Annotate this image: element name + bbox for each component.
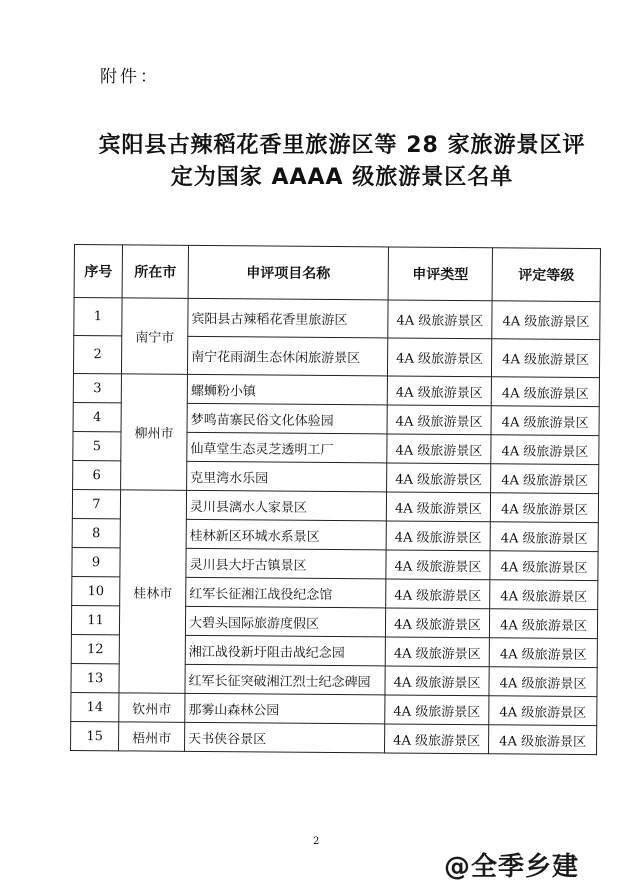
table-row <box>71 692 597 725</box>
row-type: 4A 级旅游景区 <box>385 608 489 638</box>
row-city: 南宁市 <box>121 298 188 375</box>
row-grade: 4A 级旅游景区 <box>490 522 598 552</box>
table-row <box>73 373 599 406</box>
row-type: 4A 级旅游景区 <box>386 579 490 609</box>
row-no: 15 <box>71 721 119 750</box>
row-name: 梦鸣苗寨民俗文化体验园 <box>187 403 387 434</box>
row-grade: 4A 级旅游景区 <box>489 725 597 755</box>
table-row <box>72 489 598 522</box>
row-name: 大碧头国际旅游度假区 <box>185 606 385 637</box>
row-grade: 4A 级旅游景区 <box>491 377 599 407</box>
row-no: 2 <box>73 336 121 374</box>
row-type: 4A 级旅游景区 <box>386 521 490 551</box>
row-name: 红军长征湘江战役纪念馆 <box>186 577 386 608</box>
watermark: @全季乡建 <box>444 852 580 882</box>
row-type: 4A 级旅游景区 <box>386 550 490 580</box>
page-number: 2 <box>313 836 320 847</box>
document-title-line-1: 宾阳县古辣稻花香里旅游区等 28 家旅游景区评 <box>98 133 586 158</box>
row-no: 3 <box>73 373 121 402</box>
header-grade: 评定等级 <box>492 248 600 302</box>
scenic-area-table-container <box>70 244 600 755</box>
row-name: 灵川县漓水人家景区 <box>186 490 386 521</box>
row-type: 4A 级旅游景区 <box>388 300 492 339</box>
header-city: 所在市 <box>122 245 188 299</box>
row-name: 天书侠谷景区 <box>185 722 385 753</box>
row-type: 4A 级旅游景区 <box>387 376 491 406</box>
row-grade: 4A 级旅游景区 <box>492 301 600 340</box>
document-title-line-2: 定为国家 AAAA 级旅游景区名单 <box>170 165 514 190</box>
row-type: 4A 级旅游景区 <box>387 405 491 435</box>
scenic-area-table <box>70 244 601 755</box>
row-name: 湘江战役新圩阻击战纪念园 <box>185 635 385 666</box>
table-header-row <box>74 245 600 302</box>
row-name: 灵川县大圩古镇景区 <box>186 548 386 579</box>
row-type: 4A 级旅游景区 <box>385 666 489 696</box>
table-row <box>71 721 597 754</box>
row-type: 4A 级旅游景区 <box>387 463 491 493</box>
row-grade: 4A 级旅游景区 <box>490 580 598 610</box>
row-grade: 4A 级旅游景区 <box>491 464 599 494</box>
header-type: 申评类型 <box>388 247 492 301</box>
row-grade: 4A 级旅游景区 <box>489 638 597 668</box>
row-city: 梧州市 <box>119 722 185 752</box>
header-no: 序号 <box>74 245 122 298</box>
row-no: 13 <box>71 663 119 692</box>
row-name: 红军长征突破湘江烈士纪念碑园 <box>185 664 385 695</box>
row-type: 4A 级旅游景区 <box>387 434 491 464</box>
row-no: 5 <box>73 431 121 460</box>
row-name: 那雾山森林公园 <box>185 693 385 724</box>
row-city: 钦州市 <box>119 693 185 723</box>
row-name: 桂林新区环城水系景区 <box>186 519 386 550</box>
row-no: 1 <box>74 298 122 336</box>
row-grade: 4A 级旅游景区 <box>489 696 597 726</box>
row-type: 4A 级旅游景区 <box>385 695 489 725</box>
row-no: 7 <box>72 489 120 518</box>
attachment-label: 附件： <box>100 67 160 87</box>
row-type: 4A 级旅游景区 <box>386 492 490 522</box>
row-grade: 4A 级旅游景区 <box>490 493 598 523</box>
row-name: 螺蛳粉小镇 <box>187 374 387 405</box>
row-no: 14 <box>71 692 119 721</box>
row-city: 柳州市 <box>121 374 188 491</box>
row-city: 桂林市 <box>119 490 187 694</box>
row-grade: 4A 级旅游景区 <box>490 551 598 581</box>
row-no: 8 <box>72 518 120 547</box>
row-no: 4 <box>73 402 121 431</box>
row-type: 4A 级旅游景区 <box>385 637 489 667</box>
table-row <box>74 298 600 340</box>
row-type: 4A 级旅游景区 <box>387 338 491 377</box>
row-name: 克里湾水乐园 <box>187 461 387 492</box>
row-grade: 4A 级旅游景区 <box>491 435 599 465</box>
row-grade: 4A 级旅游景区 <box>489 609 597 639</box>
row-grade: 4A 级旅游景区 <box>491 339 599 378</box>
row-no: 11 <box>71 605 119 634</box>
row-type: 4A 级旅游景区 <box>385 724 489 754</box>
row-no: 9 <box>72 547 120 576</box>
row-name: 仙草堂生态灵芝透明工厂 <box>187 432 387 463</box>
header-project-name: 申评项目名称 <box>188 245 388 300</box>
row-grade: 4A 级旅游景区 <box>491 406 599 436</box>
row-name: 南宁花雨湖生态休闲旅游景区 <box>187 336 387 376</box>
row-no: 10 <box>72 576 120 605</box>
row-no: 6 <box>73 460 121 489</box>
row-grade: 4A 级旅游景区 <box>489 667 597 697</box>
row-no: 12 <box>71 634 119 663</box>
row-name: 宾阳县古辣稻花香里旅游区 <box>188 298 388 338</box>
